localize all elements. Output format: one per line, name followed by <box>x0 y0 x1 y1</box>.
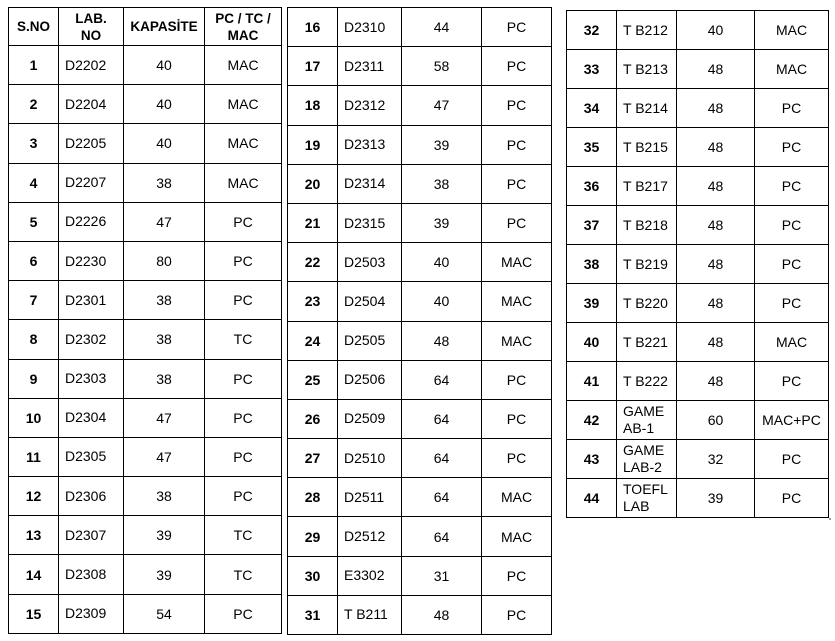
table-row <box>567 167 829 206</box>
cell-capacity: 48 <box>677 128 755 167</box>
cell-sno: 38 <box>567 245 617 284</box>
cell-lab-no: D2310 <box>338 8 402 47</box>
cell-capacity: 38 <box>124 281 205 320</box>
table-row <box>9 359 282 398</box>
cell-lab-no: D2308 <box>59 555 124 594</box>
cell-capacity: 38 <box>402 164 482 203</box>
cell-lab-no: D2226 <box>59 202 124 241</box>
header-capacity: KAPASİTE <box>124 8 205 46</box>
table-row <box>9 124 282 163</box>
cell-capacity: 39 <box>402 125 482 164</box>
cell-capacity: 48 <box>677 362 755 401</box>
cell-type: PC <box>205 398 282 437</box>
cell-type: MAC <box>482 243 552 282</box>
cell-lab-no: T B218 <box>617 206 677 245</box>
cell-type: PC <box>482 164 552 203</box>
cell-capacity: 47 <box>124 202 205 241</box>
header-lab-line1: LAB. <box>75 10 107 26</box>
cell-capacity: 48 <box>677 89 755 128</box>
cell-type: PC <box>205 359 282 398</box>
cell-lab-no: D2512 <box>338 517 402 556</box>
table-row <box>288 595 552 634</box>
cell-sno: 7 <box>9 281 59 320</box>
cell-type: PC <box>755 245 829 284</box>
cell-type: PC <box>482 86 552 125</box>
table-row <box>288 439 552 478</box>
cell-sno: 31 <box>288 595 338 634</box>
cell-sno: 19 <box>288 125 338 164</box>
header-type <box>205 8 282 46</box>
header-lab-no <box>59 8 124 46</box>
table-row <box>567 89 829 128</box>
table-row <box>288 47 552 86</box>
table-row <box>9 555 282 594</box>
cell-type: MAC <box>755 11 829 50</box>
cell-lab-no: D2202 <box>59 46 124 85</box>
lab-table-part-2 <box>287 7 552 635</box>
cell-capacity: 64 <box>402 517 482 556</box>
cell-sno: 14 <box>9 555 59 594</box>
cell-capacity: 48 <box>677 284 755 323</box>
cell-type: PC <box>482 360 552 399</box>
cell-sno: 6 <box>9 241 59 280</box>
cell-capacity: 48 <box>677 323 755 362</box>
cell-type: PC <box>205 202 282 241</box>
cell-capacity: 64 <box>402 439 482 478</box>
cell-sno: 34 <box>567 89 617 128</box>
cell-sno: 29 <box>288 517 338 556</box>
cell-sno: 37 <box>567 206 617 245</box>
cell-lab-no: D2505 <box>338 321 402 360</box>
table-row <box>288 282 552 321</box>
cell-type: PC <box>755 128 829 167</box>
cell-sno: 11 <box>9 437 59 476</box>
lab-table-part-1 <box>8 7 282 634</box>
cell-type: PC <box>205 477 282 516</box>
table-row <box>9 320 282 359</box>
table-row <box>567 128 829 167</box>
cell-capacity: 64 <box>402 478 482 517</box>
cell-type: MAC <box>482 517 552 556</box>
cell-type: MAC <box>482 282 552 321</box>
cell-sno: 10 <box>9 398 59 437</box>
cell-type: PC <box>482 8 552 47</box>
table-row <box>288 203 552 242</box>
table-row <box>9 46 282 85</box>
cell-type: TC <box>205 320 282 359</box>
cell-capacity: 31 <box>402 556 482 595</box>
cell-capacity: 60 <box>677 401 755 440</box>
cell-type: TC <box>205 555 282 594</box>
table-row <box>567 479 829 518</box>
cell-capacity: 48 <box>402 595 482 634</box>
cell-lab-no: D2303 <box>59 359 124 398</box>
cell-lab-no: D2304 <box>59 398 124 437</box>
cell-lab-no: D2306 <box>59 477 124 516</box>
table-row <box>288 243 552 282</box>
cell-lab-no: D2504 <box>338 282 402 321</box>
table-row <box>9 202 282 241</box>
cell-type: PC <box>482 203 552 242</box>
cell-capacity: 40 <box>402 243 482 282</box>
cell-lab-no: D2312 <box>338 86 402 125</box>
cell-sno: 15 <box>9 594 59 633</box>
cell-type: MAC <box>205 46 282 85</box>
cell-type: TC <box>205 516 282 555</box>
cell-sno: 40 <box>567 323 617 362</box>
cell-capacity: 47 <box>124 437 205 476</box>
cell-lab-no: D2510 <box>338 439 402 478</box>
cell-lab-no: T B212 <box>617 11 677 50</box>
header-type-line2: MAC <box>227 27 259 43</box>
cell-lab-no: T B211 <box>338 595 402 634</box>
cell-type: MAC <box>205 85 282 124</box>
cell-lab-no: D2204 <box>59 85 124 124</box>
cell-type: MAC <box>205 124 282 163</box>
cell-sno: 44 <box>567 479 617 518</box>
cell-capacity: 54 <box>124 594 205 633</box>
table-row <box>288 360 552 399</box>
cell-sno: 30 <box>288 556 338 595</box>
cell-capacity: 38 <box>124 359 205 398</box>
cell-type: PC <box>755 206 829 245</box>
cell-lab-no: T B217 <box>617 167 677 206</box>
table-row <box>288 125 552 164</box>
cell-lab-no: D2305 <box>59 437 124 476</box>
cell-lab-no: D2315 <box>338 203 402 242</box>
cell-sno: 22 <box>288 243 338 282</box>
cell-sno: 8 <box>9 320 59 359</box>
cell-lab-no: TOEFL LAB <box>617 479 677 518</box>
cell-sno: 39 <box>567 284 617 323</box>
cell-lab-no: T B213 <box>617 50 677 89</box>
cell-lab-no: D2509 <box>338 399 402 438</box>
cell-sno: 24 <box>288 321 338 360</box>
table-row <box>567 323 829 362</box>
cell-lab-no: E3302 <box>338 556 402 595</box>
cell-sno: 26 <box>288 399 338 438</box>
cell-type: PC <box>205 241 282 280</box>
cell-sno: 13 <box>9 516 59 555</box>
cell-lab-no: D2205 <box>59 124 124 163</box>
cell-type: MAC <box>482 321 552 360</box>
cell-lab-no: D2506 <box>338 360 402 399</box>
lab-table-part-3 <box>566 10 829 518</box>
cell-type: PC <box>755 362 829 401</box>
cell-sno: 12 <box>9 477 59 516</box>
cell-type: PC <box>755 167 829 206</box>
cell-capacity: 40 <box>402 282 482 321</box>
cell-capacity: 64 <box>402 360 482 399</box>
table-row <box>567 245 829 284</box>
cell-type: PC <box>205 594 282 633</box>
cell-sno: 35 <box>567 128 617 167</box>
cell-type: MAC+PC <box>755 401 829 440</box>
table-header-row <box>9 8 282 46</box>
cell-lab-no: T B221 <box>617 323 677 362</box>
table-row <box>567 206 829 245</box>
table-row <box>288 86 552 125</box>
cell-sno: 43 <box>567 440 617 479</box>
cell-type: PC <box>205 281 282 320</box>
cell-sno: 1 <box>9 46 59 85</box>
cell-capacity: 48 <box>677 206 755 245</box>
cell-sno: 20 <box>288 164 338 203</box>
table-row <box>288 321 552 360</box>
table-row <box>9 85 282 124</box>
cell-sno: 9 <box>9 359 59 398</box>
cell-sno: 28 <box>288 478 338 517</box>
cell-type: PC <box>205 437 282 476</box>
cell-sno: 23 <box>288 282 338 321</box>
cell-sno: 4 <box>9 163 59 202</box>
cell-capacity: 48 <box>677 245 755 284</box>
cell-capacity: 64 <box>402 399 482 438</box>
table-row <box>9 398 282 437</box>
cell-type: PC <box>755 284 829 323</box>
table-row <box>9 516 282 555</box>
table-row <box>9 163 282 202</box>
table-row <box>288 517 552 556</box>
cell-sno: 16 <box>288 8 338 47</box>
cell-capacity: 58 <box>402 47 482 86</box>
cell-capacity: 40 <box>124 85 205 124</box>
cell-lab-no: D2313 <box>338 125 402 164</box>
header-lab-line2: NO <box>80 27 102 43</box>
cell-type: MAC <box>482 478 552 517</box>
table-row <box>288 8 552 47</box>
cell-sno: 41 <box>567 362 617 401</box>
table-row <box>9 477 282 516</box>
table-row <box>567 11 829 50</box>
cell-lab-no: D2207 <box>59 163 124 202</box>
table-row <box>288 164 552 203</box>
cell-capacity: 48 <box>677 50 755 89</box>
cell-sno: 25 <box>288 360 338 399</box>
table-row <box>288 556 552 595</box>
table-row <box>567 284 829 323</box>
cell-capacity: 40 <box>124 124 205 163</box>
cell-lab-no: D2302 <box>59 320 124 359</box>
cell-capacity: 44 <box>402 8 482 47</box>
table-row <box>9 437 282 476</box>
cell-sno: 3 <box>9 124 59 163</box>
header-type-line1: PC / TC / <box>215 10 271 26</box>
cell-lab-no: T B219 <box>617 245 677 284</box>
cell-lab-no: T B222 <box>617 362 677 401</box>
cell-sno: 2 <box>9 85 59 124</box>
cell-type: MAC <box>755 323 829 362</box>
table-row <box>288 478 552 517</box>
cell-lab-no: D2307 <box>59 516 124 555</box>
cell-sno: 32 <box>567 11 617 50</box>
cell-capacity: 48 <box>677 167 755 206</box>
cell-type: PC <box>482 125 552 164</box>
table-row <box>567 50 829 89</box>
cell-capacity: 47 <box>402 86 482 125</box>
cell-capacity: 39 <box>402 203 482 242</box>
cell-lab-no: D2230 <box>59 241 124 280</box>
cell-sno: 17 <box>288 47 338 86</box>
cell-sno: 33 <box>567 50 617 89</box>
cell-sno: 42 <box>567 401 617 440</box>
cell-capacity: 40 <box>677 11 755 50</box>
header-sno: S.NO <box>9 8 59 46</box>
table-row <box>9 594 282 633</box>
cell-sno: 18 <box>288 86 338 125</box>
cell-lab-no: T B214 <box>617 89 677 128</box>
table-row <box>9 241 282 280</box>
cell-lab-no: GAME AB-1 <box>617 401 677 440</box>
cell-lab-no: GAME LAB-2 <box>617 440 677 479</box>
cell-sno: 27 <box>288 439 338 478</box>
cell-type: PC <box>482 595 552 634</box>
cell-type: PC <box>755 440 829 479</box>
cell-type: PC <box>482 399 552 438</box>
cell-lab-no: D2309 <box>59 594 124 633</box>
table-row <box>567 440 829 479</box>
cell-capacity: 39 <box>677 479 755 518</box>
cell-capacity: 39 <box>124 516 205 555</box>
cell-lab-no: D2503 <box>338 243 402 282</box>
cell-type: PC <box>482 47 552 86</box>
cell-lab-no: T B220 <box>617 284 677 323</box>
cell-type: PC <box>755 479 829 518</box>
cell-type: MAC <box>755 50 829 89</box>
cell-sno: 21 <box>288 203 338 242</box>
cell-lab-no: D2314 <box>338 164 402 203</box>
cell-lab-no: D2311 <box>338 47 402 86</box>
cell-capacity: 47 <box>124 398 205 437</box>
cell-capacity: 40 <box>124 46 205 85</box>
cell-type: PC <box>482 439 552 478</box>
cell-lab-no: D2511 <box>338 478 402 517</box>
cell-sno: 5 <box>9 202 59 241</box>
table-row <box>288 399 552 438</box>
cell-lab-no: D2301 <box>59 281 124 320</box>
cell-capacity: 80 <box>124 241 205 280</box>
cell-sno: 36 <box>567 167 617 206</box>
cell-type: PC <box>755 89 829 128</box>
cell-capacity: 38 <box>124 320 205 359</box>
table-row <box>9 281 282 320</box>
cell-capacity: 38 <box>124 477 205 516</box>
cell-type: PC <box>482 556 552 595</box>
cell-capacity: 39 <box>124 555 205 594</box>
cell-capacity: 32 <box>677 440 755 479</box>
cell-type: MAC <box>205 163 282 202</box>
cell-capacity: 38 <box>124 163 205 202</box>
cell-capacity: 48 <box>402 321 482 360</box>
table-row <box>567 401 829 440</box>
table-row <box>567 362 829 401</box>
corner-mark <box>829 518 831 520</box>
cell-lab-no: T B215 <box>617 128 677 167</box>
